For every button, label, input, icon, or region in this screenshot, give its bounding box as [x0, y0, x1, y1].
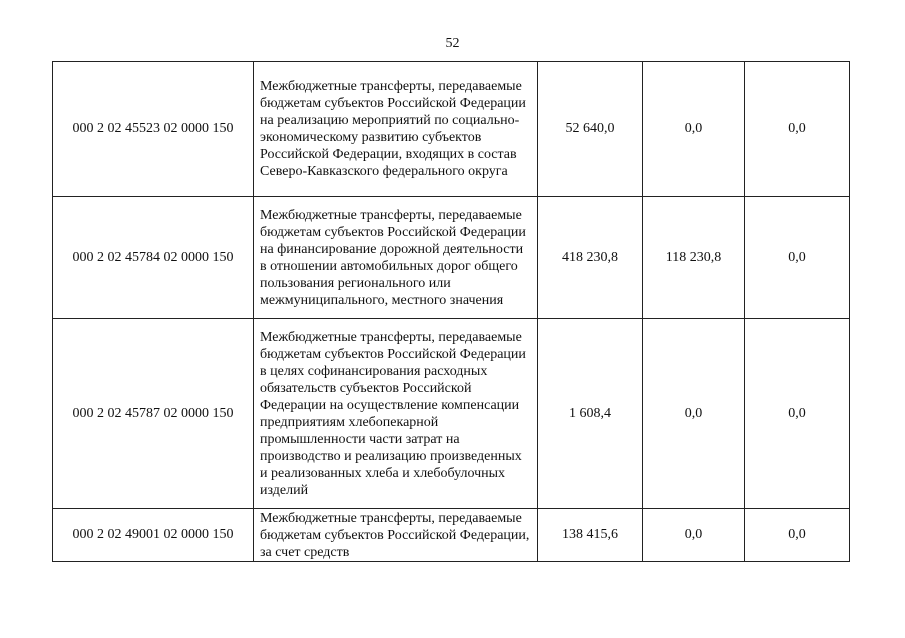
- budget-table: [52, 61, 850, 562]
- budget-code-cell: 000 2 02 49001 02 0000 150: [53, 509, 254, 562]
- description-text: Межбюджетные трансферты, передаваемые бюджетам субъектов Российской Федерации в целях софинансирования расходных обязательств субъектов Российской Федерации на осуществление компенсации предприятиям хлебопекарной промышленности части затрат на производство и реализацию произведенных и реализованных хлеба и хлебобулочных изделий: [260, 329, 526, 498]
- amount-cell-1: 52 640,0: [538, 62, 643, 197]
- description-text: Межбюджетные трансферты, передаваемые бюджетам субъектов Российской Федерации на реализацию мероприятий по социально-экономическому развитию субъектов Российской Федерации, входящих в состав Северо-Кавказского федерального округа: [260, 79, 526, 179]
- amount-cell-3: 0,0: [745, 509, 850, 562]
- amount-cell-3: 0,0: [745, 62, 850, 197]
- amount-cell-3: 0,0: [745, 197, 850, 319]
- budget-code-cell: 000 2 02 45523 02 0000 150: [53, 62, 254, 197]
- amount-cell-2: 0,0: [643, 319, 745, 509]
- description-text: Межбюджетные трансферты, передаваемые бюджетам субъектов Российской Федерации на финансирование дорожной деятельности в отношении автомобильных дорог общего пользования регионального или межмуниципального, местного значения: [260, 207, 526, 308]
- page-number: 52: [445, 36, 460, 51]
- description-cell: [254, 509, 538, 562]
- amount-cell-1: 1 608,4: [538, 319, 643, 509]
- amount-cell-2: 0,0: [643, 62, 745, 197]
- budget-code-cell: 000 2 02 45787 02 0000 150: [53, 319, 254, 509]
- table-row: [53, 197, 850, 319]
- amount-cell-3: 0,0: [745, 319, 850, 509]
- table-row: [53, 62, 850, 197]
- table-row: [53, 509, 850, 562]
- budget-code-cell: 000 2 02 45784 02 0000 150: [53, 197, 254, 319]
- description-cell: [254, 62, 538, 197]
- amount-cell-1: 418 230,8: [538, 197, 643, 319]
- amount-cell-1: 138 415,6: [538, 509, 643, 562]
- description-cell: [254, 197, 538, 319]
- amount-cell-2: 118 230,8: [643, 197, 745, 319]
- description-text: Межбюджетные трансферты, передаваемые бюджетам субъектов Российской Федерации, за счет средств: [260, 510, 530, 560]
- amount-cell-2: 0,0: [643, 509, 745, 562]
- table-row: [53, 319, 850, 509]
- description-cell: [254, 319, 538, 509]
